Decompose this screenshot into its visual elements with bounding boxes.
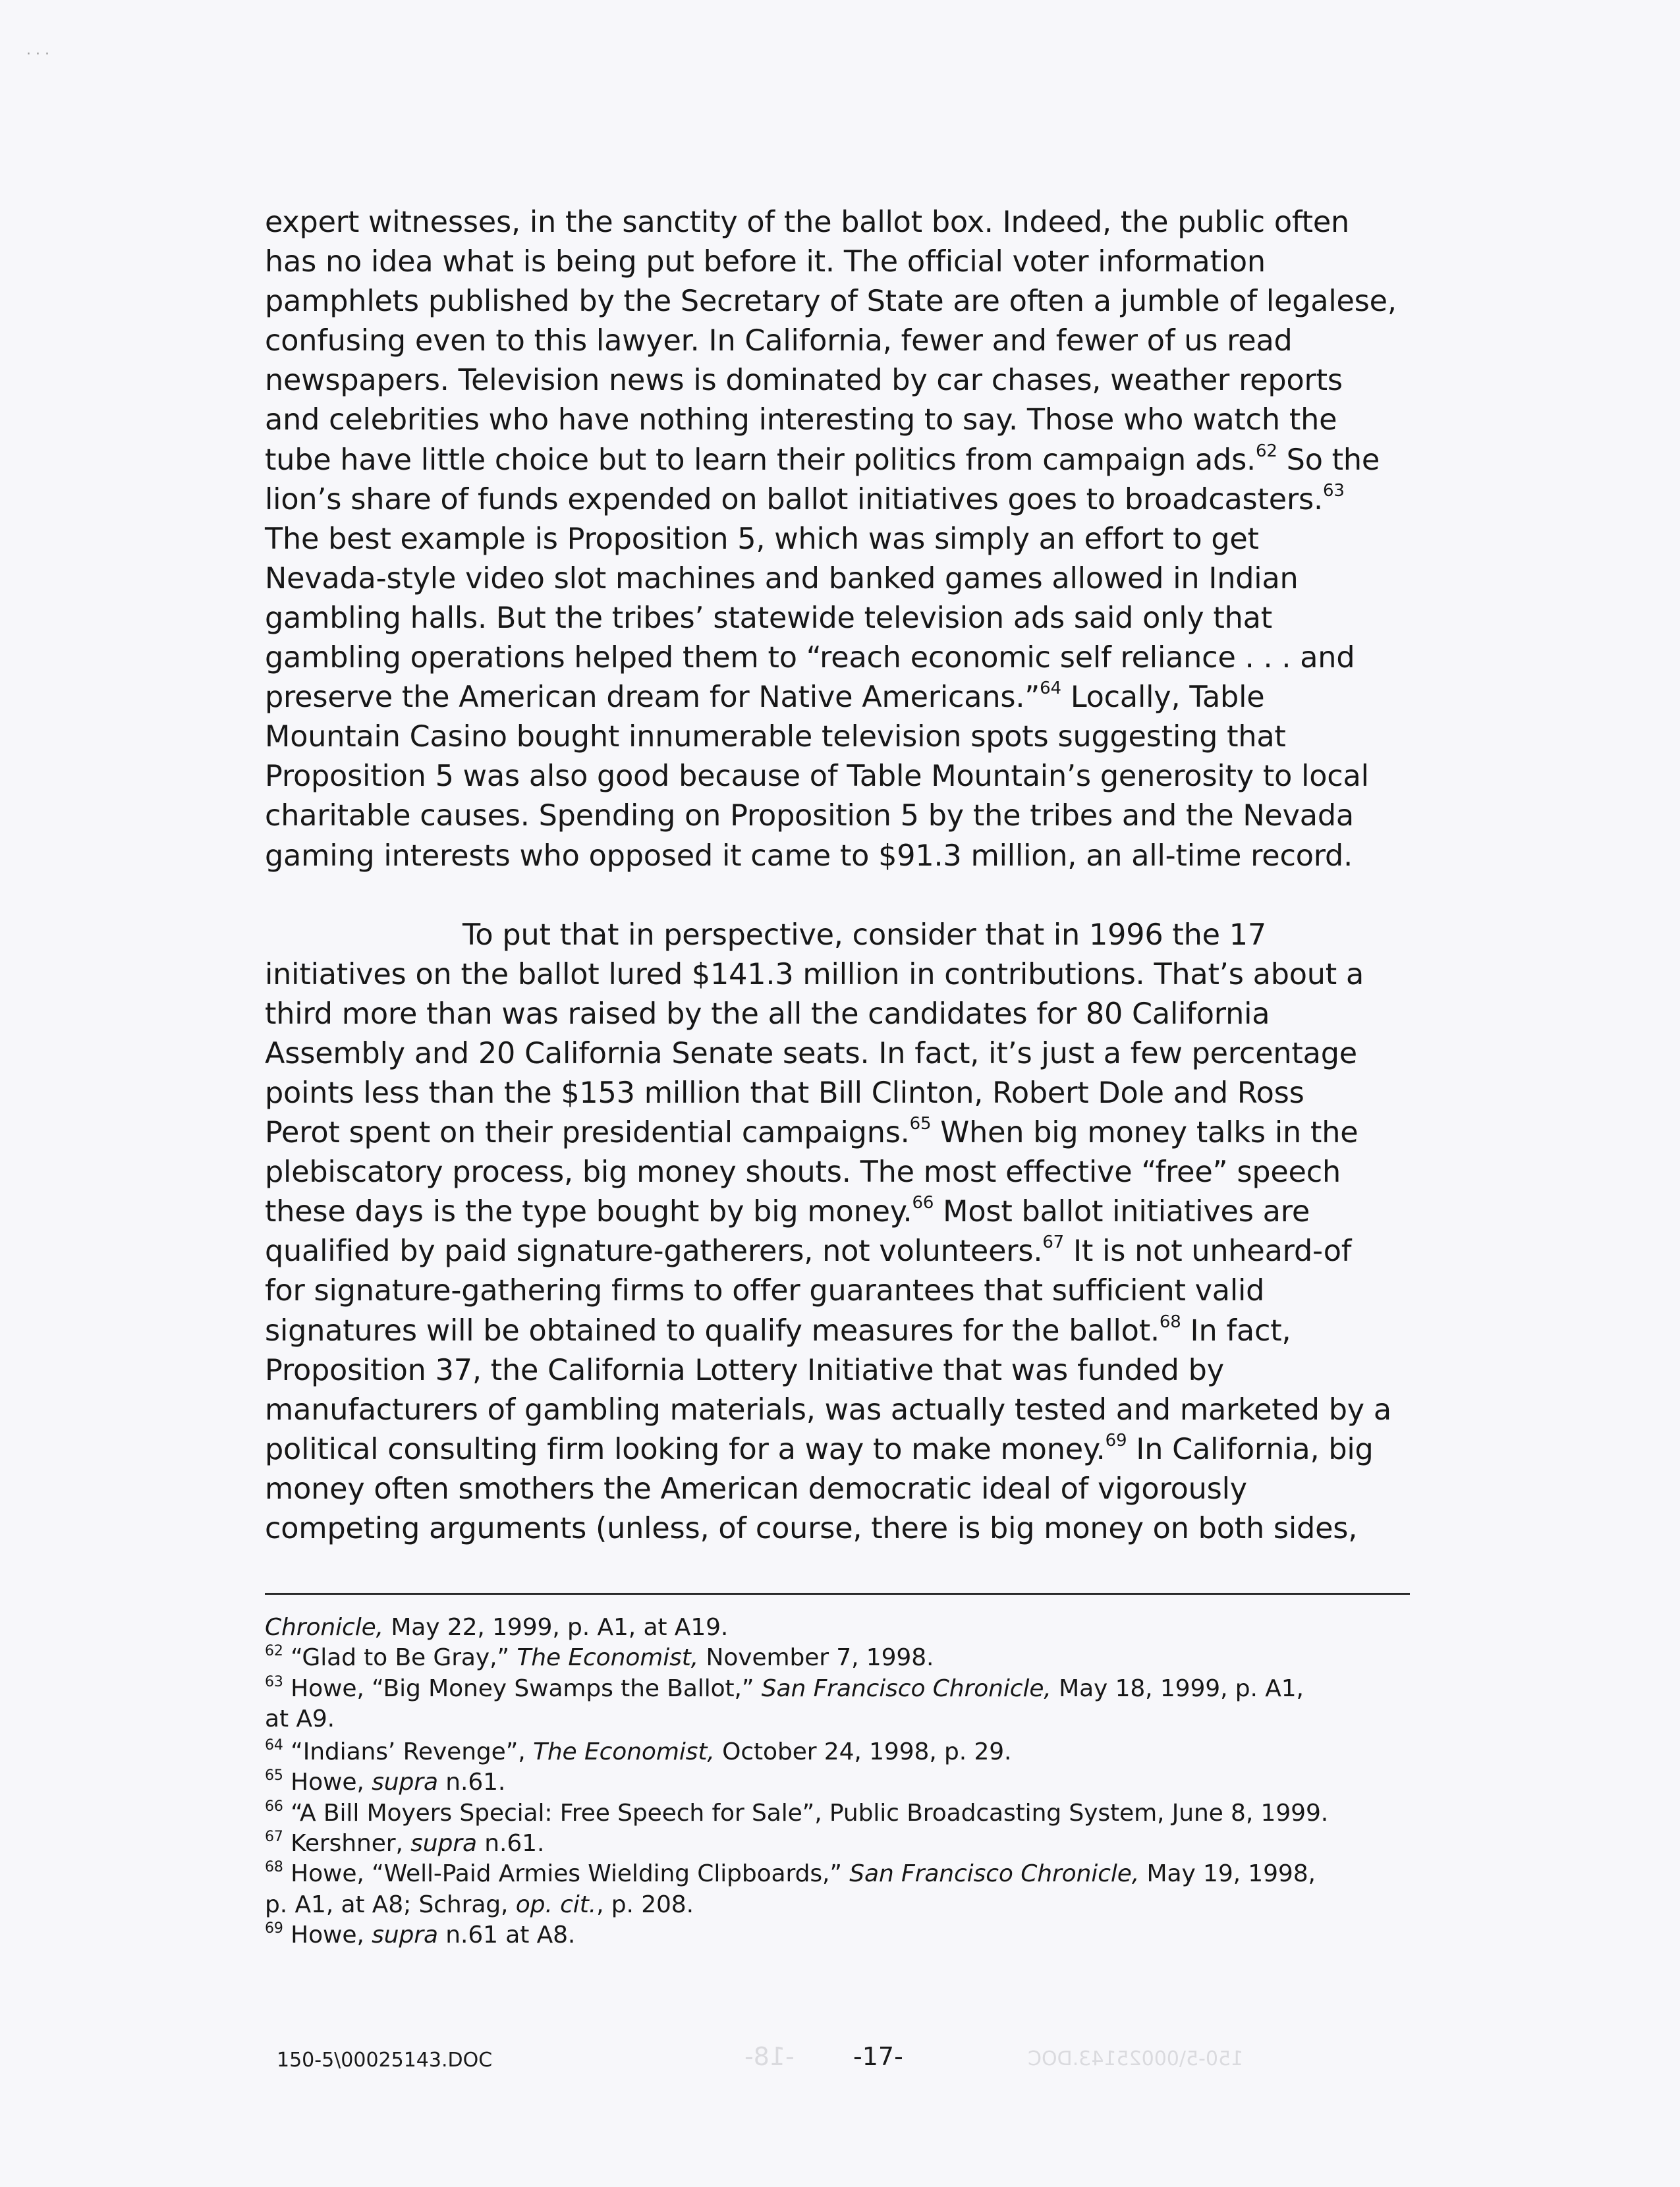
text-line: has no idea what is being put before it. The official voter information bbox=[265, 245, 1266, 279]
footnote-66: $^{66}$ “A Bill Moyers Special: Free Speech for Sale”, Public Broadcasting System, June 8, 1999. bbox=[265, 1798, 1329, 1827]
footnote-63: $^{63}$ Howe, “Big Money Swamps the Ballot,” San Francisco Chronicle, May 18, 1999, p. A1, at A9. bbox=[265, 1673, 1304, 1732]
text-line: initiatives on the ballot lured $141.3 million in contributions. That’s about a bbox=[265, 957, 1364, 991]
text-line: gaming interests who opposed it came to $91.3 million, an all-time record. bbox=[265, 839, 1353, 873]
footnotes bbox=[265, 1613, 1451, 1951]
text-span: qualified by paid signature-gatherers, not volunteers. bbox=[265, 1234, 1043, 1269]
bleed-through-page: -18- bbox=[744, 2042, 795, 2071]
text-span: these days is the type bought by big money. bbox=[265, 1195, 912, 1229]
footnote-65: $^{65}$ Howe, supra n.61. bbox=[265, 1767, 506, 1796]
text-line bbox=[265, 1192, 1451, 1232]
text-line bbox=[265, 1232, 1451, 1271]
footnote-ref-62: 62 bbox=[1256, 441, 1277, 461]
footnote-ref-66: 66 bbox=[912, 1193, 934, 1213]
text-span: signatures will be obtained to qualify measures for the ballot. bbox=[265, 1314, 1160, 1348]
footnote-69: $^{69}$ Howe, supra n.61 at A8. bbox=[265, 1920, 576, 1949]
page-number: -17- bbox=[853, 2042, 903, 2071]
footnote-continuation: Chronicle, May 22, 1999, p. A1, at A19. bbox=[265, 1614, 729, 1641]
text-line: plebiscatory process, big money shouts. The most effective “free” speech bbox=[265, 1155, 1341, 1190]
text-line: for signature-gathering firms to offer guarantees that sufficient valid bbox=[265, 1274, 1265, 1308]
footnote-ref-67: 67 bbox=[1042, 1232, 1065, 1253]
text-line: Assembly and 20 California Senate seats. In fact, it’s just a few percentage bbox=[265, 1036, 1357, 1070]
text-line: Proposition 37, the California Lottery Initiative that was funded by bbox=[265, 1353, 1224, 1387]
body-text bbox=[265, 203, 1451, 1549]
bleed-through-text: 150-5\00025143.DOC bbox=[1028, 2047, 1244, 2070]
footnote-ref-63: 63 bbox=[1322, 480, 1345, 501]
text-line bbox=[265, 678, 1451, 717]
text-line: newspapers. Television news is dominated by car chases, weather reports bbox=[265, 364, 1343, 398]
footnote-ref-69: 69 bbox=[1105, 1430, 1127, 1451]
text-line bbox=[265, 480, 1451, 520]
text-span: preserve the American dream for Native Americans.” bbox=[265, 680, 1040, 715]
footnote-64: $^{64}$ “Indians’ Revenge”, The Economist, October 24, 1998, p. 29. bbox=[265, 1737, 1012, 1766]
footnote-67: $^{67}$ Kershner, supra n.61. bbox=[265, 1829, 545, 1858]
text-line: gambling halls. But the tribes’ statewide television ads said only that bbox=[265, 601, 1272, 635]
footer-filename: 150-5\00025143.DOC bbox=[277, 2049, 493, 2072]
text-line: pamphlets published by the Secretary of State are often a jumble of legalese, bbox=[265, 285, 1397, 319]
footnote-62: $^{62}$ “Glad to Be Gray,” The Economist, November 7, 1998. bbox=[265, 1643, 934, 1672]
text-line: Nevada-style video slot machines and banked games allowed in Indian bbox=[265, 561, 1299, 595]
text-line bbox=[265, 1113, 1451, 1153]
text-line: third more than was raised by the all the candidates for 80 California bbox=[265, 997, 1270, 1031]
text-span: It is not unheard-of bbox=[1073, 1234, 1352, 1269]
footnote-ref-65: 65 bbox=[909, 1114, 932, 1134]
text-line: To put that in perspective, consider that in 1996 the 17 bbox=[462, 918, 1267, 952]
text-line: money often smothers the American democratic ideal of vigorously bbox=[265, 1472, 1247, 1506]
text-line: expert witnesses, in the sanctity of the ballot box. Indeed, the public often bbox=[265, 206, 1350, 239]
paragraph-2 bbox=[265, 916, 1451, 1549]
text-line: manufacturers of gambling materials, was actually tested and marketed by a bbox=[265, 1393, 1391, 1427]
text-span: lion’s share of funds expended on ballot initiatives goes to broadcasters. bbox=[265, 482, 1323, 516]
footnote-ref-64: 64 bbox=[1040, 678, 1061, 699]
footnote-ref-68: 68 bbox=[1159, 1312, 1181, 1332]
scan-marks: · · · bbox=[26, 46, 49, 63]
footnote-68: $^{68}$ Howe, “Well-Paid Armies Wielding Clipboards,” San Francisco Chronicle, May 19, 1998, p. A1, at A8; Schrag, op. cit., p. 208. bbox=[265, 1859, 1316, 1918]
footnote-separator bbox=[265, 1593, 1410, 1595]
text-line bbox=[265, 441, 1451, 480]
text-line: competing arguments (unless, of course, there is big money on both sides, bbox=[265, 1512, 1358, 1545]
text-line: gambling operations helped them to “reach economic self reliance . . . and bbox=[265, 641, 1355, 675]
text-span: In fact, bbox=[1190, 1314, 1291, 1348]
text-line: Mountain Casino bought innumerable television spots suggesting that bbox=[265, 720, 1286, 754]
text-line bbox=[265, 1430, 1451, 1470]
text-line: Proposition 5 was also good because of Table Mountain’s generosity to local bbox=[265, 760, 1369, 794]
text-line bbox=[265, 1312, 1451, 1351]
text-span: So the bbox=[1286, 443, 1380, 477]
text-span: When big money talks in the bbox=[940, 1116, 1358, 1150]
text-span: Locally, Table bbox=[1070, 680, 1265, 715]
text-line: confusing even to this lawyer. In California, fewer and fewer of us read bbox=[265, 324, 1293, 358]
text-span: Perot spent on their presidential campaigns. bbox=[265, 1116, 910, 1150]
text-line: The best example is Proposition 5, which was simply an effort to get bbox=[265, 522, 1259, 556]
text-span: political consulting firm looking for a way to make money. bbox=[265, 1432, 1106, 1466]
text-line: points less than the $153 million that Bill Clinton, Robert Dole and Ross bbox=[265, 1076, 1304, 1110]
text-line: charitable causes. Spending on Proposition 5 by the tribes and the Nevada bbox=[265, 799, 1354, 833]
text-line: and celebrities who have nothing interesting to say. Those who watch the bbox=[265, 403, 1337, 437]
paragraph-1 bbox=[265, 203, 1451, 876]
text-span: In California, big bbox=[1136, 1432, 1374, 1466]
text-span: tube have little choice but to learn their politics from campaign ads. bbox=[265, 443, 1256, 477]
text-span: Most ballot initiatives are bbox=[943, 1195, 1310, 1229]
